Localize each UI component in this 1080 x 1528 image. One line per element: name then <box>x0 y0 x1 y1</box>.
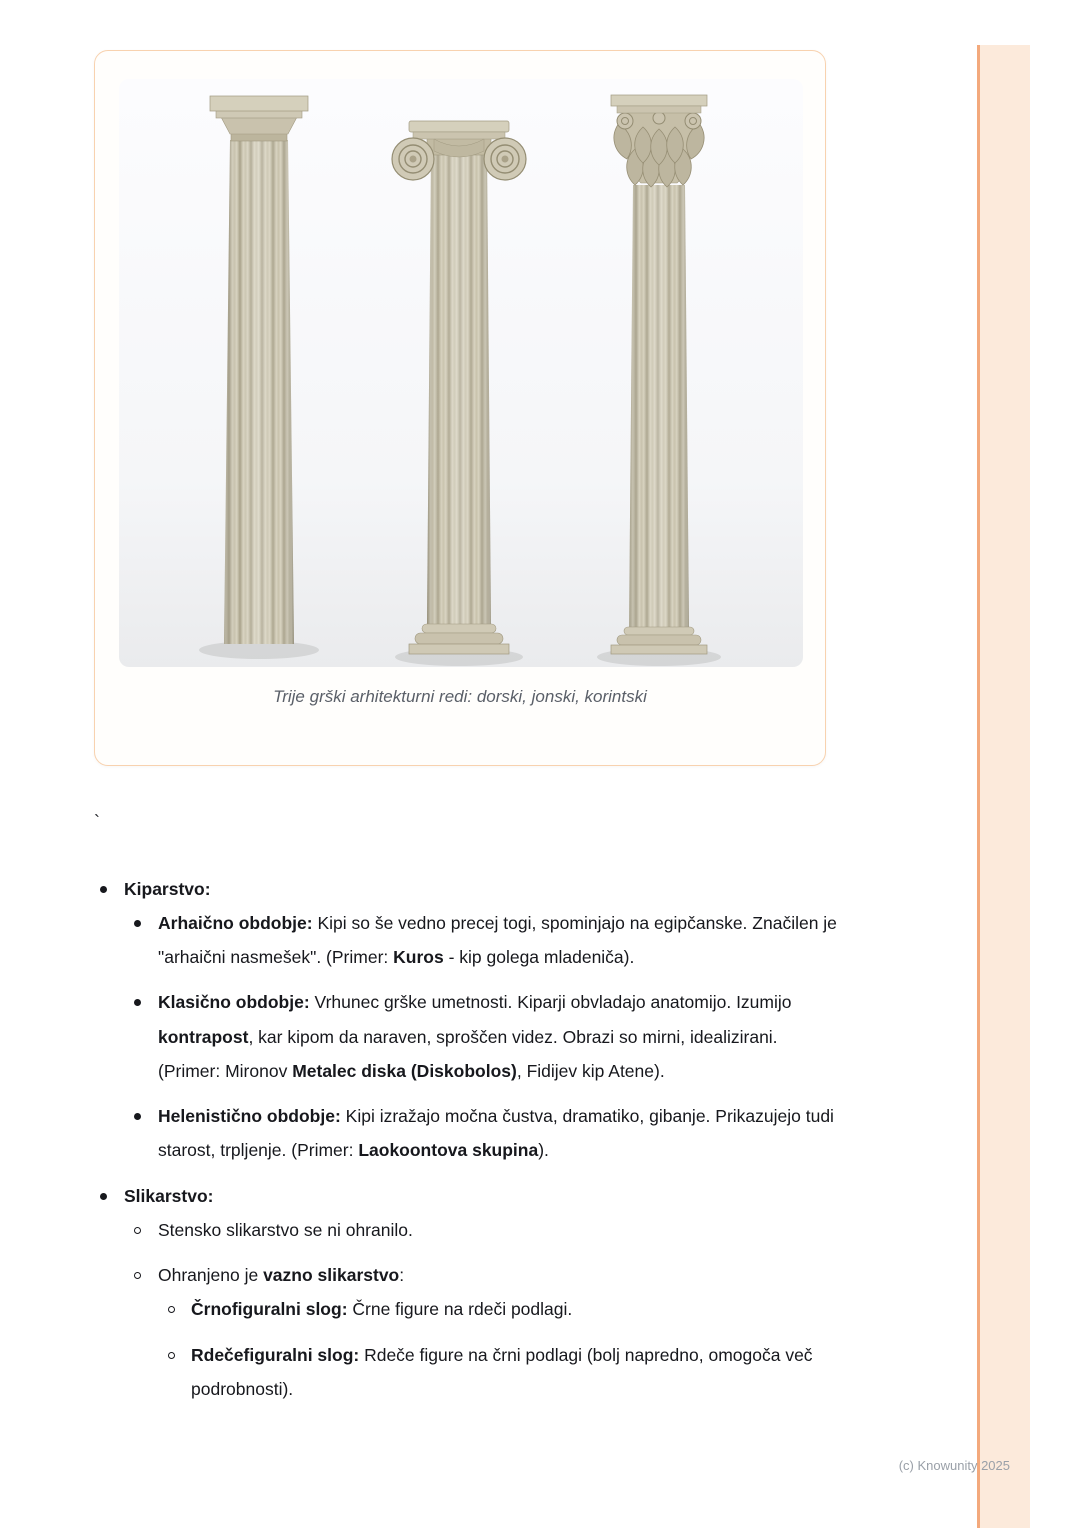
stray-character: ` <box>94 812 100 832</box>
list-item-crnofiguralni-slog <box>158 1292 842 1326</box>
sublist-kiparstvo <box>124 906 842 1167</box>
sublist-slikarstvo <box>124 1213 842 1406</box>
ionic-column <box>392 121 526 666</box>
bullet-disc-icon <box>100 1193 107 1200</box>
figure-caption: Trije grški arhitekturni redi: dorski, jonski, korintski <box>273 687 647 706</box>
greek-columns-illustration <box>119 79 803 667</box>
bullet-disc-icon <box>134 999 141 1006</box>
list-item-helenisticno-obdobje <box>124 1099 842 1167</box>
bullet-disc-icon <box>134 1113 141 1120</box>
list-item-text: Kiparstvo: <box>124 879 211 899</box>
list-item-text: Stensko slikarstvo se ni ohranilo. <box>158 1220 413 1241</box>
doric-column <box>199 96 319 659</box>
bullet-circle-icon <box>134 1272 141 1279</box>
list-item-stensko-slikarstvo <box>124 1213 842 1247</box>
list-item-rdecefiguralni-slog <box>158 1338 842 1406</box>
bullet-circle-icon <box>168 1306 175 1313</box>
list-item-text: Črnofiguralni slog: Črne figure na rdeči podlagi. <box>191 1299 573 1320</box>
list-item-kiparstvo <box>94 872 842 1167</box>
figure-card <box>94 50 826 766</box>
list-item-text: Klasično obdobje: Vrhunec grške umetnosti. Kiparji obvladajo anatomijo. Izumijo kontrapost, kar kipom da naraven, sproščen videz. Obrazi so mirni, idealizirani. (Primer: Mironov Metalec diska (Diskobolos), Fidijev kip Atene). <box>158 992 792 1081</box>
list-item-slikarstvo <box>94 1179 842 1406</box>
bullet-circle-icon <box>168 1352 175 1359</box>
notes-content <box>94 872 842 1406</box>
list-item-text: Rdečefiguralni slog: Rdeče figure na črni podlagi (bolj napredno, omogoča več podrobnosti). <box>191 1344 813 1399</box>
list-item-arhaicno-obdobje <box>124 906 842 974</box>
copyright-note: (c) Knowunity 2025 <box>898 1458 1010 1473</box>
notes-list <box>94 872 842 1406</box>
list-item-text: Ohranjeno je vazno slikarstvo: <box>158 1265 405 1286</box>
bullet-circle-icon <box>134 1227 141 1234</box>
corinthian-column <box>597 95 721 666</box>
bullet-disc-icon <box>134 920 141 927</box>
list-item-text: Helenistično obdobje: Kipi izražajo močna čustva, dramatiko, gibanje. Prikazujejo tudi starost, trpljenje. (Primer: Laokoontova skupina). <box>158 1105 834 1160</box>
list-item-text: Slikarstvo: <box>124 1186 214 1206</box>
columns-svg <box>119 79 803 667</box>
list-item-text: Arhaično obdobje: Kipi so še vedno precej togi, spominjajo na egipčanske. Značilen je "arhaični nasmešek". (Primer: Kuros - kip golega mladeniča). <box>158 913 837 968</box>
list-item-klasicno-obdobje <box>124 985 842 1087</box>
page-edge-stripe <box>977 45 1030 1528</box>
sublist-vazno-slikarstvo <box>158 1292 842 1405</box>
list-item-vazno-slikarstvo <box>124 1258 842 1406</box>
bullet-disc-icon <box>100 886 107 893</box>
